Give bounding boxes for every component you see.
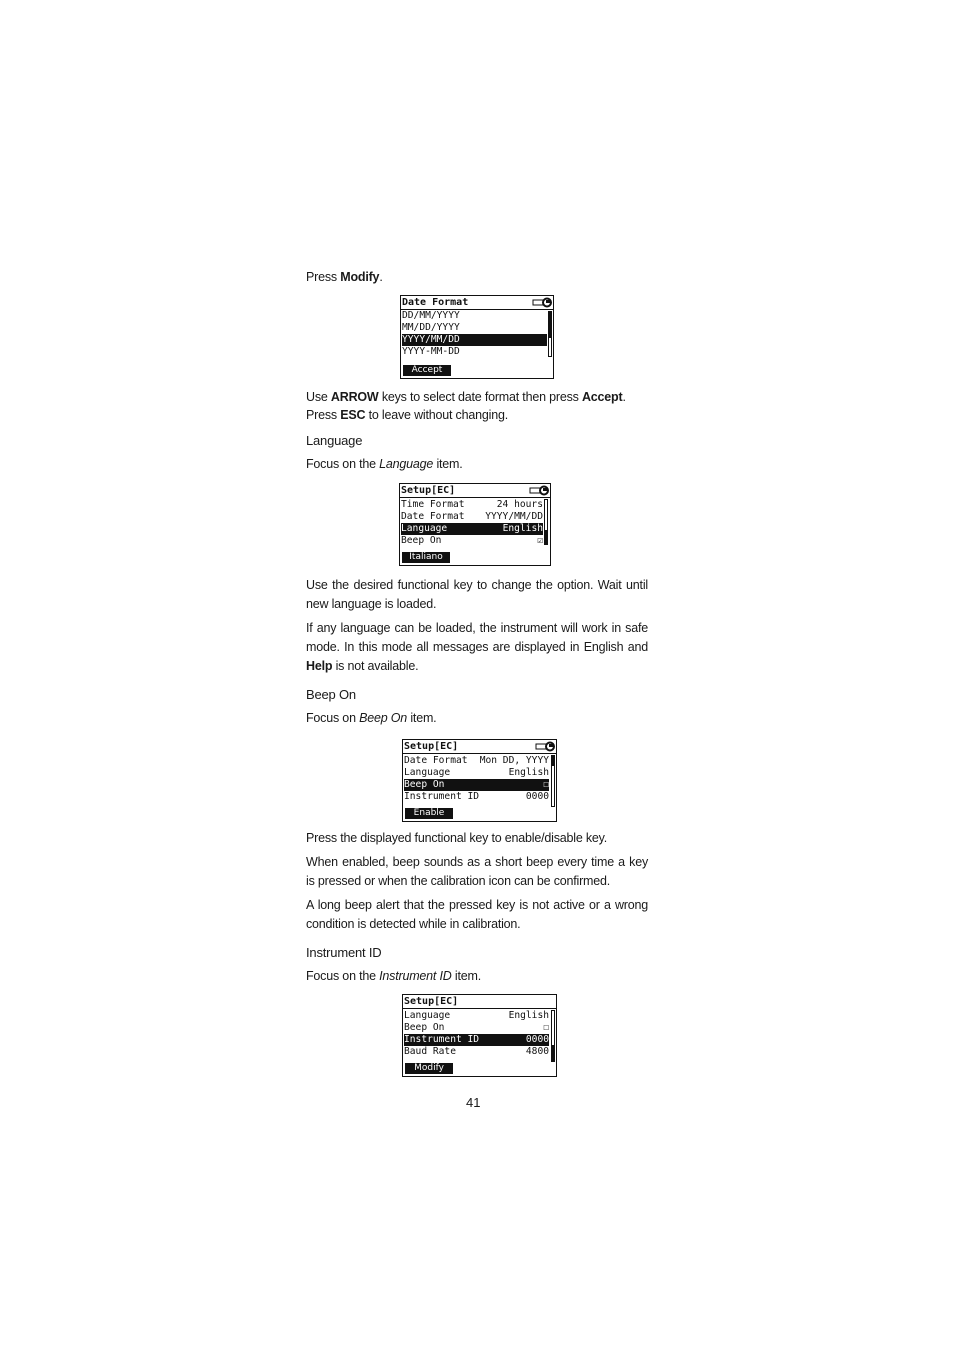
intro-modify-key: Modify xyxy=(340,270,380,284)
lcd-row-selected[interactable] xyxy=(401,523,543,535)
lcd-title: Setup[EC] xyxy=(401,485,456,496)
title-rule xyxy=(403,753,556,754)
row-value: 4800 xyxy=(525,1046,549,1057)
t: item. xyxy=(436,457,463,471)
row-label: Language xyxy=(404,767,451,778)
t: is not available. xyxy=(335,659,419,673)
beep-toggle-text: Press the displayed functional key to enable/disable key. xyxy=(306,831,608,845)
italiano-function-key[interactable]: Italiano xyxy=(402,552,450,563)
instruction-arrow xyxy=(306,388,648,407)
arrow-key: ARROW xyxy=(330,390,379,404)
row-label: YYYY/MM/DD xyxy=(402,334,460,345)
battery-icon xyxy=(529,485,549,496)
row-label: YYYY-MM-DD xyxy=(402,346,460,357)
lcd-row[interactable] xyxy=(401,535,543,547)
instruction-esc xyxy=(306,406,648,425)
accept-key: Accept xyxy=(581,390,623,404)
help-key: Help xyxy=(306,659,333,673)
lcd-date-format xyxy=(400,295,554,379)
enable-function-key[interactable]: Enable xyxy=(405,808,453,819)
language-change-text: Use the desired functional key to change the option. Wait until new language is loaded. xyxy=(306,578,648,611)
safe-mode-text xyxy=(306,619,648,676)
scroll-thumb[interactable] xyxy=(552,1045,554,1061)
lcd-row[interactable] xyxy=(404,791,549,803)
battery-icon xyxy=(532,297,552,308)
heading-instrument-id: Instrument ID xyxy=(306,945,382,960)
scroll-thumb[interactable] xyxy=(549,312,551,338)
intro-text xyxy=(306,268,648,287)
heading-language: Language xyxy=(306,433,363,448)
lcd-setup-beep xyxy=(402,739,557,822)
scroll-thumb[interactable] xyxy=(545,530,547,544)
t: Focus on the xyxy=(306,969,376,983)
page-number: 41 xyxy=(466,1095,481,1110)
scrollbar[interactable] xyxy=(544,499,548,545)
lcd-title: Date Format xyxy=(402,297,469,308)
row-label: Beep On xyxy=(401,535,442,546)
row-label: DD/MM/YYYY xyxy=(402,310,460,321)
checkbox-icon[interactable]: ☑ xyxy=(537,535,543,546)
row-label: Baud Rate xyxy=(404,1046,456,1057)
t: item. xyxy=(410,711,437,725)
title-rule xyxy=(400,497,550,498)
lcd-setup-language xyxy=(399,483,551,566)
t: Use xyxy=(306,390,328,404)
scrollbar[interactable] xyxy=(551,1010,555,1062)
lcd-row-selected[interactable] xyxy=(402,334,547,346)
t: Instrument ID xyxy=(379,969,452,983)
lcd-row[interactable] xyxy=(402,346,545,358)
lcd-row[interactable] xyxy=(404,1010,549,1022)
lcd-title: Setup[EC] xyxy=(404,996,459,1007)
intro-press: Press xyxy=(306,270,337,284)
t: Beep On xyxy=(359,711,408,725)
t: . xyxy=(622,390,626,404)
row-value: YYYY/MM/DD xyxy=(485,511,543,522)
checkbox-icon[interactable]: ☐ xyxy=(543,1022,549,1033)
battery-icon xyxy=(535,741,555,752)
row-label: Instrument ID xyxy=(404,791,480,802)
row-label: Time Format xyxy=(401,499,465,510)
lcd-row-selected[interactable] xyxy=(404,1034,549,1046)
beep-long-text: A long beep alert that the pressed key is not active or a wrong condition is detected while in calibration. xyxy=(306,898,648,931)
row-value: 0000 xyxy=(525,1034,549,1045)
t: Language xyxy=(379,457,434,471)
lcd-row[interactable] xyxy=(404,755,549,767)
scrollbar[interactable] xyxy=(548,311,552,357)
focus-language xyxy=(306,455,648,474)
title-rule xyxy=(403,1008,556,1009)
t: Press xyxy=(306,408,337,422)
lcd-row-selected[interactable] xyxy=(404,779,549,791)
row-value: English xyxy=(502,523,543,534)
lcd-title: Setup[EC] xyxy=(404,741,459,752)
lcd-row[interactable] xyxy=(404,1022,549,1034)
esc-key: ESC xyxy=(340,408,366,422)
row-label: Instrument ID xyxy=(404,1034,480,1045)
row-value: English xyxy=(508,1010,549,1021)
modify-function-key[interactable]: Modify xyxy=(405,1063,453,1074)
row-label: Date Format xyxy=(401,511,465,522)
scrollbar[interactable] xyxy=(551,755,555,807)
row-value: 0000 xyxy=(525,791,549,802)
row-label: Beep On xyxy=(404,1022,445,1033)
lcd-row[interactable] xyxy=(404,767,549,779)
scroll-thumb[interactable] xyxy=(552,756,554,766)
accept-function-key[interactable]: Accept xyxy=(403,365,451,376)
lcd-row[interactable] xyxy=(401,511,543,523)
row-label: MM/DD/YYYY xyxy=(402,322,460,333)
t: item. xyxy=(454,969,481,983)
t: Focus on xyxy=(306,711,356,725)
lcd-row[interactable] xyxy=(401,499,543,511)
t: If any language can be loaded, the instrument will work in safe mode. In this mode all messages are displayed in English and xyxy=(306,621,648,654)
lcd-row[interactable] xyxy=(402,310,545,322)
t: keys to select date format then press xyxy=(381,390,579,404)
row-value: Mon DD, YYYY xyxy=(479,755,549,766)
row-label: Language xyxy=(404,1010,451,1021)
row-value: English xyxy=(508,767,549,778)
heading-beep-on: Beep On xyxy=(306,687,356,702)
focus-beep-on xyxy=(306,709,648,728)
checkbox-icon[interactable]: ☐ xyxy=(543,779,549,790)
beep-short-text: When enabled, beep sounds as a short beep every time a key is pressed or when the calibration icon can be confirmed. xyxy=(306,855,648,888)
t: Focus on the xyxy=(306,457,376,471)
row-label: Beep On xyxy=(404,779,445,790)
row-label: Date Format xyxy=(404,755,468,766)
row-label: Language xyxy=(401,523,448,534)
lcd-setup-instrument-id xyxy=(402,994,557,1077)
lcd-row[interactable] xyxy=(404,1046,549,1058)
intro-period: . xyxy=(379,270,383,284)
focus-instrument-id xyxy=(306,967,648,986)
row-value: 24 hours xyxy=(496,499,543,510)
lcd-row[interactable] xyxy=(402,322,545,334)
t: to leave without changing. xyxy=(368,408,508,422)
